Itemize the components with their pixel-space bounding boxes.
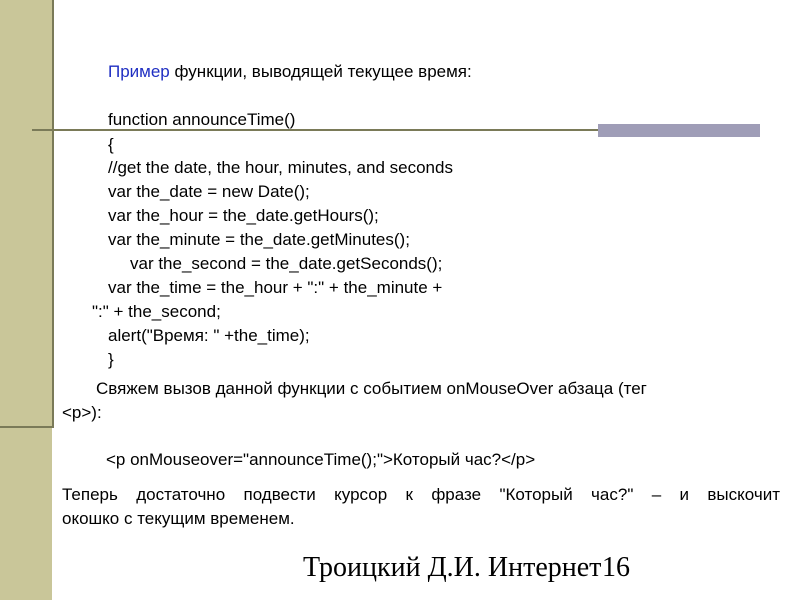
code-line-time: var the_time = the_hour + ":" + the_minute + xyxy=(108,278,443,297)
bind-event-text-line1: Свяжем вызов данной функции с событием onMouseOver абзаца (тег xyxy=(96,379,647,398)
code-line-second: var the_second = the_date.getSeconds(); xyxy=(130,254,443,273)
left-decor-bar xyxy=(0,0,52,600)
title-accent-word: Пример xyxy=(108,62,170,81)
code-line-open-brace: { xyxy=(108,135,114,154)
code-line-function: function announceTime() xyxy=(108,110,296,129)
code-line-time-cont: ":" + the_second; xyxy=(92,302,221,321)
slide-title xyxy=(108,60,472,83)
code-line-alert: alert("Время: " +the_time); xyxy=(108,326,310,345)
code-line-date: var the_date = new Date(); xyxy=(108,182,310,201)
title-rest: функции, выводящей текущее время: xyxy=(169,62,472,81)
left-bar-edge-line xyxy=(52,0,54,428)
left-bar-bottom-rule xyxy=(0,426,54,428)
title-rule-block xyxy=(598,124,760,137)
footer-author: Троицкий Д.И. Интернет xyxy=(303,552,602,583)
page-number: 16 xyxy=(602,552,630,583)
code-line-close-brace: } xyxy=(108,350,114,369)
html-example: <p onMouseover="announceTime();">Который час?</p> xyxy=(106,450,536,469)
bind-event-text-line2: <p>): xyxy=(62,403,102,422)
summary-line1: Теперь достаточно подвести курсор к фразе "Который час?" – и выскочит xyxy=(62,485,780,504)
code-line-minute: var the_minute = the_date.getMinutes(); xyxy=(108,230,410,249)
code-line-comment: //get the date, the hour, minutes, and seconds xyxy=(108,158,453,177)
code-line-hour: var the_hour = the_date.getHours(); xyxy=(108,206,379,225)
summary-line2: окошко с текущим временем. xyxy=(62,509,295,528)
